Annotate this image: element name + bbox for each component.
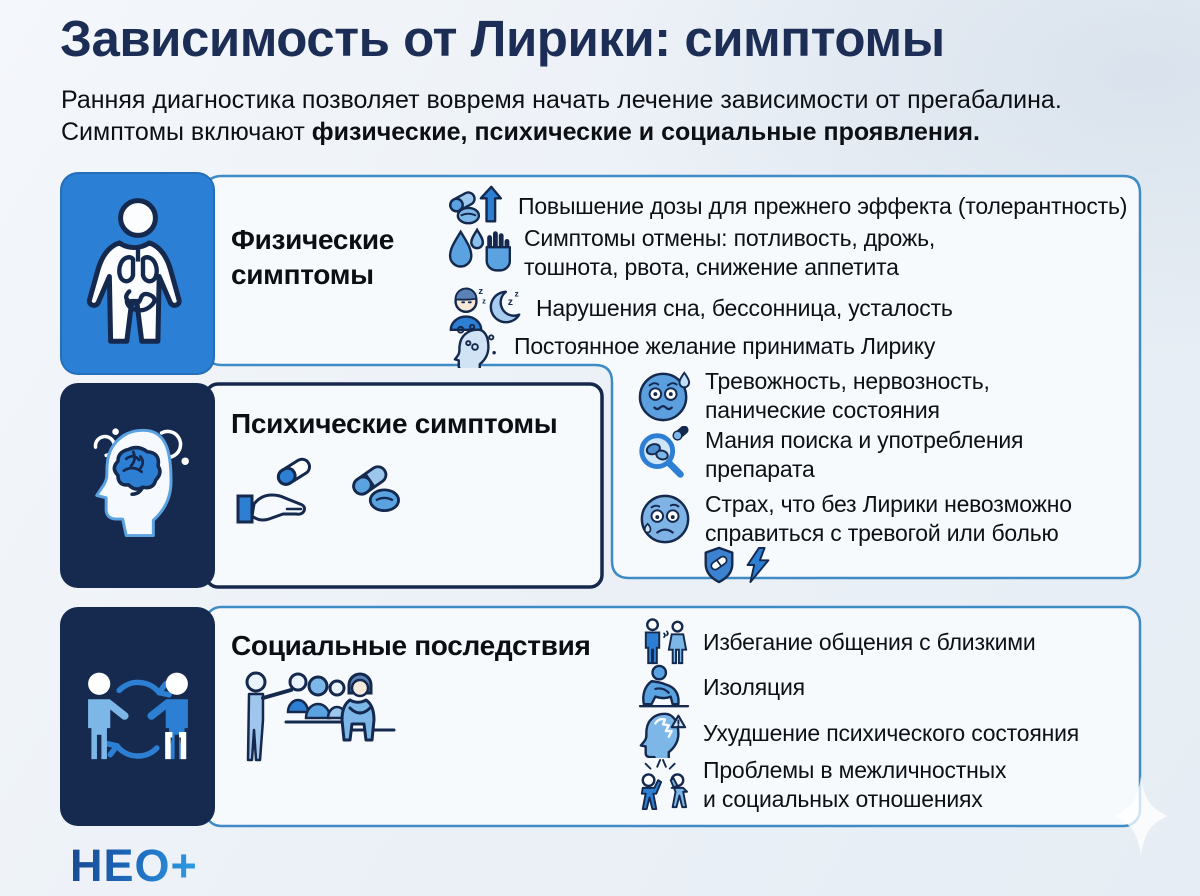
psychic-item-anxiety-text: Тревожность, нервозность, панические состояния — [705, 368, 990, 423]
physical-item-tolerance-text: Повышение дозы для прежнего эффекта (толерантность) — [518, 192, 1128, 219]
subtitle-line2-bold: физические, психические и социальные проявления. — [311, 118, 980, 146]
psychic-icon-box — [60, 383, 215, 588]
social-item-relationships-text: Проблемы в межличностных и социальных отношениях — [703, 757, 1007, 812]
social-item-isolation — [638, 664, 805, 710]
fear-face-icon — [638, 492, 692, 546]
social-heading: Социальные последствия — [231, 630, 591, 661]
human-body-organs-icon — [82, 195, 194, 353]
psychic-item-anxiety — [638, 367, 990, 425]
neo-plus-logo: НЕО+ — [70, 840, 198, 891]
psychic-heading: Психические симптомы — [231, 408, 558, 439]
group-exclusion-icon — [238, 660, 400, 775]
physical-item-tolerance — [447, 184, 1127, 228]
svg-text:z: z — [507, 297, 514, 309]
social-item-avoidance — [640, 618, 1036, 666]
avoid-family-icon — [640, 618, 690, 666]
people-exchange-arrows-icon — [77, 653, 199, 781]
psychic-item-fear-text: Страх, что без Лирики невозможно справиться с тревогой или болью — [705, 491, 1072, 546]
psychic-item-fear — [638, 490, 1072, 548]
physical-icon-box — [60, 172, 215, 375]
craving-head-icon — [449, 324, 501, 368]
social-item-isolation-text: Изоляция — [703, 673, 805, 700]
physical-item-withdrawal — [447, 224, 935, 282]
hand-capsule-icon — [232, 452, 328, 535]
physical-item-craving-text: Постоянное желание принимать Лирику — [514, 332, 936, 359]
psychic-item-seeking — [634, 426, 1023, 484]
physical-heading: Физические симптомы — [231, 224, 395, 290]
psychic-item-seeking-text: Мания поиска и употребления препарата — [705, 427, 1024, 482]
physical-item-withdrawal-text: Симптомы отмены: потливость, дрожь, тошнота, рвота, снижение аппетита — [524, 225, 936, 280]
svg-text:z: z — [514, 288, 519, 299]
anxious-face-icon — [638, 369, 692, 423]
social-item-avoidance-text: Избегание общения с близкими — [703, 628, 1036, 655]
subtitle-line2: Симптомы включают — [61, 118, 312, 146]
social-item-relationships — [636, 756, 1006, 814]
social-item-mental-decline-text: Ухудшение психического состояния — [703, 719, 1079, 746]
isolation-person-icon — [638, 664, 690, 710]
svg-text:z: z — [478, 285, 484, 297]
svg-text:z: z — [482, 296, 486, 306]
physical-item-sleep-text: Нарушения сна, бессонница, усталость — [536, 294, 953, 321]
sparkle-watermark-icon — [1098, 770, 1184, 862]
drug-search-magnifier-icon — [634, 426, 692, 484]
shield-pill-icon — [702, 546, 736, 584]
pills-pair-icon — [342, 458, 408, 523]
lightning-bolt-icon — [746, 547, 770, 583]
mental-decline-head-icon — [636, 708, 690, 758]
subtitle-line1: Ранняя диагностика позволяет вовремя начать лечение зависимости от прегабалина. — [61, 86, 1062, 114]
page-title: Зависимость от Лирики: симптомы — [60, 10, 945, 67]
sweat-drops-hand-icon — [447, 226, 511, 280]
page-subtitle — [61, 84, 1171, 148]
interpersonal-conflict-icon — [636, 759, 690, 811]
head-brain-icon — [79, 410, 197, 562]
social-item-mental-decline — [636, 708, 1079, 758]
psychic-footer-icons — [702, 546, 770, 584]
pills-dose-up-icon — [447, 184, 505, 228]
social-icon-box — [60, 607, 215, 826]
physical-item-craving — [449, 324, 935, 368]
